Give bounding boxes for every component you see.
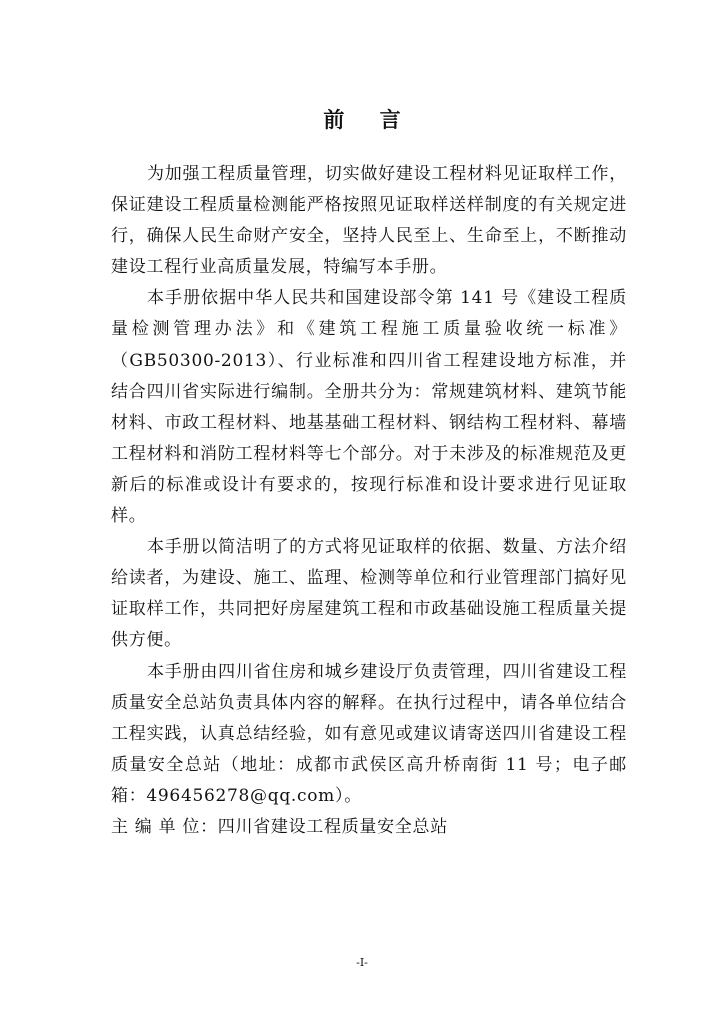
paragraph-management: 本手册由四川省住房和城乡建设厅负责管理，四川省建设工程质量安全总站负责具体内容的解释。在执行过程中，请各单位结合工程实践，认真总结经验，如有意见或建议请寄送四川省建设工程质量安全总站（地址：成都市武侯区高升桥南街 11 号；电子邮箱：496456278@qq.com）。 <box>111 661 627 806</box>
paragraph-usage: 本手册以简洁明了的方式将见证取样的依据、数量、方法介绍给读者，为建设、施工、监理、检测等单位和行业管理部门搞好见证取样工作，共同把好房屋建筑工程和市政基础设施工程质量关提供方便。 <box>111 537 627 651</box>
paragraph-basis: 本手册依据中华人民共和国建设部令第 141 号《建设工程质量检测管理办法》和《建筑工程施工质量验收统一标准》（GB50300-2013）、行业标准和四川省工程建设地方标准，并结合四川省实际进行编制。全册共分为：常规建筑材料、建筑节能材料、市政工程材料、地基基础工程材料、钢结构工程材料、幕墙工程材料和消防工程材料等七个部分。对于未涉及的标准规范及更新后的标准或设计有要求的，按现行标准和设计要求进行见证取样。 <box>111 288 627 527</box>
document-body <box>111 159 627 843</box>
chief-editor-unit: 主 编 单 位：四川省建设工程质量安全总站 <box>111 816 448 837</box>
page-title: 前 言 <box>323 108 415 132</box>
page-number: -I- <box>356 956 368 969</box>
paragraph-purpose: 为加强工程质量管理，切实做好建设工程材料见证取样工作，保证建设工程质量检测能严格按照见证取样送样制度的有关规定进行，确保人民生命财产安全，坚持人民至上、生命至上，不断推动建设工程行业高质量发展，特编写本手册。 <box>111 164 627 278</box>
